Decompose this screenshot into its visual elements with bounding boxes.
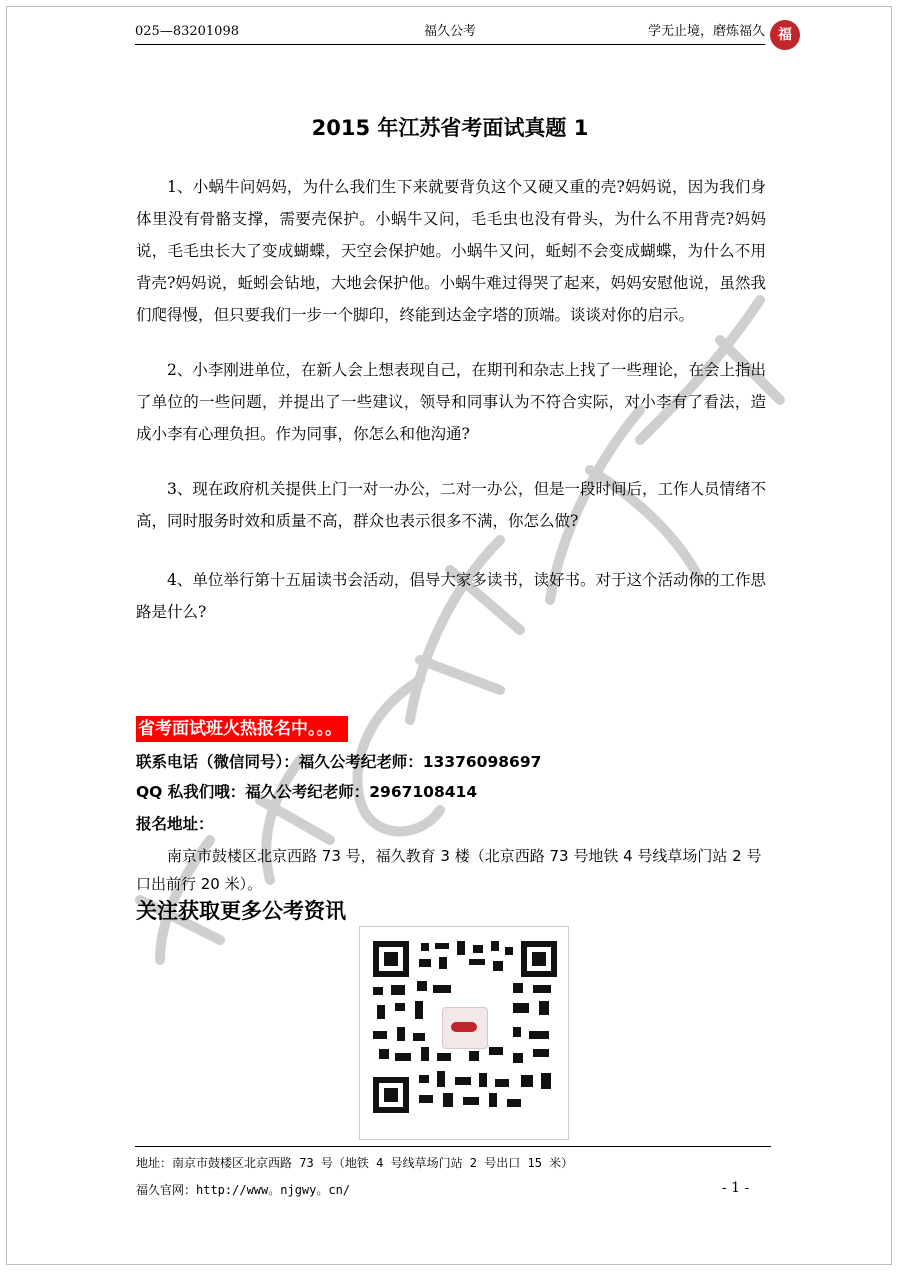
header-brand: 福久公考 — [423, 24, 476, 39]
question-1: 1、小蜗牛问妈妈，为什么我们生下来就要背负这个又硬又重的壳?妈妈说，因为我们身体里没有骨骼支撑，需要壳保护。小蜗牛又问，毛毛虫也没有骨头，为什么不用背壳?妈妈说，毛毛虫长大了变成蝴蝶，天空会保护她。小蜗牛又问，蚯蚓不会变成蝴蝶，为什么不用背壳?妈妈说，蚯蚓会钻地，大地会保护他。小蜗牛难过得哭了起来，妈妈安慰他说，虽然我们爬得慢，但只要我们一步一个脚印，终能到达金字塔的顶端。谈谈对你的启示。 — [136, 178, 766, 324]
header-phone: 025—83201098 — [135, 24, 239, 39]
logo-seal-icon: 福 — [770, 20, 800, 50]
contact-qq: QQ 私我们哦：福久公考纪老师：2967108414 — [136, 783, 478, 801]
footer-address: 地址：南京市鼓楼区北京西路 73 号（地铁 4 号线草场门站 2 号出口 15 米） — [136, 1156, 574, 1170]
question-4: 4、单位举行第十五届读书会活动，倡导大家多读书，读好书。对于这个活动你的工作思路是什么? — [136, 571, 766, 621]
page-header — [135, 22, 765, 44]
follow-heading: 关注获取更多公考资讯 — [136, 899, 346, 923]
enrollment-address: 南京市鼓楼区北京西路 73 号，福久教育 3 楼（北京西路 73 号地铁 4 号线草场门站 2 号口出前行 20 米）。 — [136, 847, 762, 893]
question-3: 3、现在政府机关提供上门一对一办公，二对一办公，但是一段时间后，工作人员情绪不高，同时服务时效和质量不高，群众也表示很多不满，你怎么做? — [136, 480, 766, 530]
qr-code — [359, 926, 569, 1140]
page-title: 2015 年江苏省考面试真题 1 — [311, 116, 589, 140]
question-2: 2、小李刚进单位，在新人会上想表现自己，在期刊和杂志上找了一些理论，在会上指出了单位的一些问题，并提出了一些建议，领导和同事认为不符合实际，对小李有了看法，造成小李有心理负担。作为同事，你怎么和他沟通? — [136, 361, 766, 443]
contact-phone: 联系电话（微信同号）：福久公考纪老师：13376098697 — [136, 753, 542, 771]
page-number: - 1 - — [722, 1180, 750, 1196]
qr-logo-icon — [442, 1007, 488, 1049]
address-label: 报名地址： — [136, 815, 214, 833]
header-divider — [135, 44, 765, 45]
footer-divider — [135, 1146, 771, 1147]
header-slogan: 学无止境，磨炼福久 — [647, 24, 765, 39]
enrollment-banner: 省考面试班火热报名中。。。 — [136, 716, 348, 742]
footer-website: 福久官网：http://www。njgwy。cn/ — [136, 1183, 351, 1197]
